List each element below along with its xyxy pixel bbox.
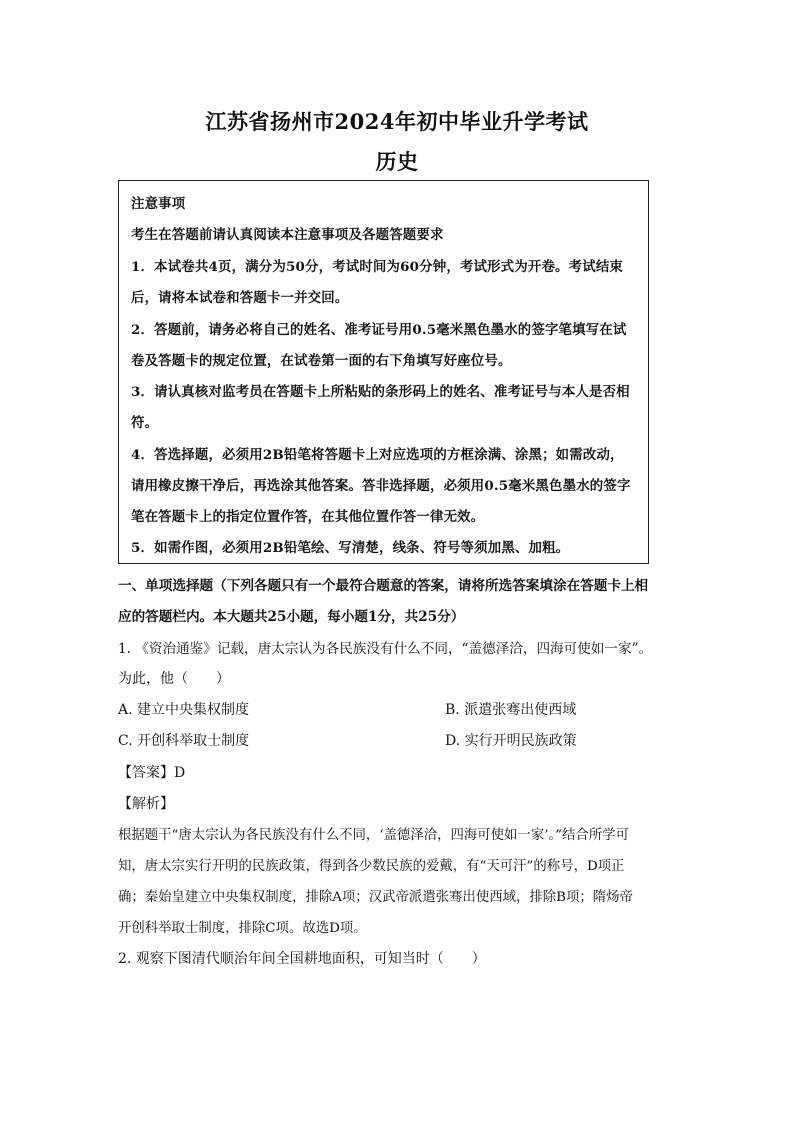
section-heading-line2: 应的答题栏内。本大题共25小题，每小题1分，共25分） xyxy=(118,609,465,625)
notice-line: 4．答选择题，必须用2B铅笔将答题卡上对应选项的方框涂满、涂黑；如需改动， xyxy=(131,447,624,463)
section-heading-line1: 一、单项选择题（下列各题只有一个最符合题意的答案，请将所选答案填涂在答题卡上相 xyxy=(118,578,649,594)
q1-option-d: D. 实行开明民族政策 xyxy=(445,733,577,749)
q1-stem: 1. 《资治通鉴》记载，唐太宗认为各民族没有什么不同，“盖德泽洽，四海可使如一家”。 xyxy=(118,641,653,657)
q1-stem-cont: 为此，他（ ） xyxy=(118,671,230,687)
notice-line: 笔在答题卡上的指定位置作答，在其他位置作答一律无效。 xyxy=(131,509,485,525)
q1-option-c: C. 开创科举取士制度 xyxy=(118,733,250,749)
q1-analysis-line: 根据题干“唐太宗认为各民族没有什么不同，‘盖德泽洽，四海可使如一家’。”结合所学可 xyxy=(118,828,629,843)
notice-line: 2．答题前，请务必将自己的姓名、准考证号用0.5毫米黑色墨水的签字笔填写在试 xyxy=(131,322,627,338)
q1-option-a: A. 建立中央集权制度 xyxy=(118,702,250,718)
subject-title: 历史 xyxy=(375,149,419,174)
q1-analysis-label: 【解析】 xyxy=(118,796,174,812)
q1-option-b: B. 派遣张骞出使西域 xyxy=(445,702,577,718)
q2-stem: 2. 观察下图清代顺治年间全国耕地面积，可知当时（ ） xyxy=(118,951,486,967)
notice-line: 5．如需作图，必须用2B铅笔绘、写清楚，线条、符号等须加黑、加粗。 xyxy=(131,540,570,556)
notice-line: 考生在答题前请认真阅读本注意事项及各题答题要求 xyxy=(131,227,444,243)
notice-line: 卷及答题卡的规定位置，在试卷第一面的右下角填写好座位号。 xyxy=(131,353,512,369)
notice-heading: 注意事项 xyxy=(131,196,186,212)
notice-line: 1．本试卷共4页，满分为50分，考试时间为60分钟，考试形式为开卷。考试结束 xyxy=(131,259,624,275)
notice-line: 符。 xyxy=(131,415,159,431)
notice-line: 3．请认真核对监考员在答题卡上所粘贴的条形码上的姓名、准考证号与本人是否相 xyxy=(131,384,630,400)
notice-box xyxy=(118,180,649,564)
notice-line: 请用橡皮擦干净后，再选涂其他答案。答非选择题，必须用0.5毫米黑色墨水的签字 xyxy=(131,478,631,494)
exam-title: 江苏省扬州市2024年初中毕业升学考试 xyxy=(205,109,589,134)
notice-line: 后，请将本试卷和答题卡一并交回。 xyxy=(131,290,349,306)
q1-analysis-line: 知，唐太宗实行开明的民族政策，得到各少数民族的爱戴，有“天可汗”的称号，D项正 xyxy=(118,859,625,874)
q1-answer: 【答案】D xyxy=(118,765,186,781)
q1-analysis-line: 确；秦始皇建立中央集权制度，排除A项；汉武帝派遣张骞出使西域，排除B项；隋炀帝 xyxy=(118,890,633,905)
q1-analysis-line: 开创科举取士制度，排除C项。故选D项。 xyxy=(118,921,367,936)
